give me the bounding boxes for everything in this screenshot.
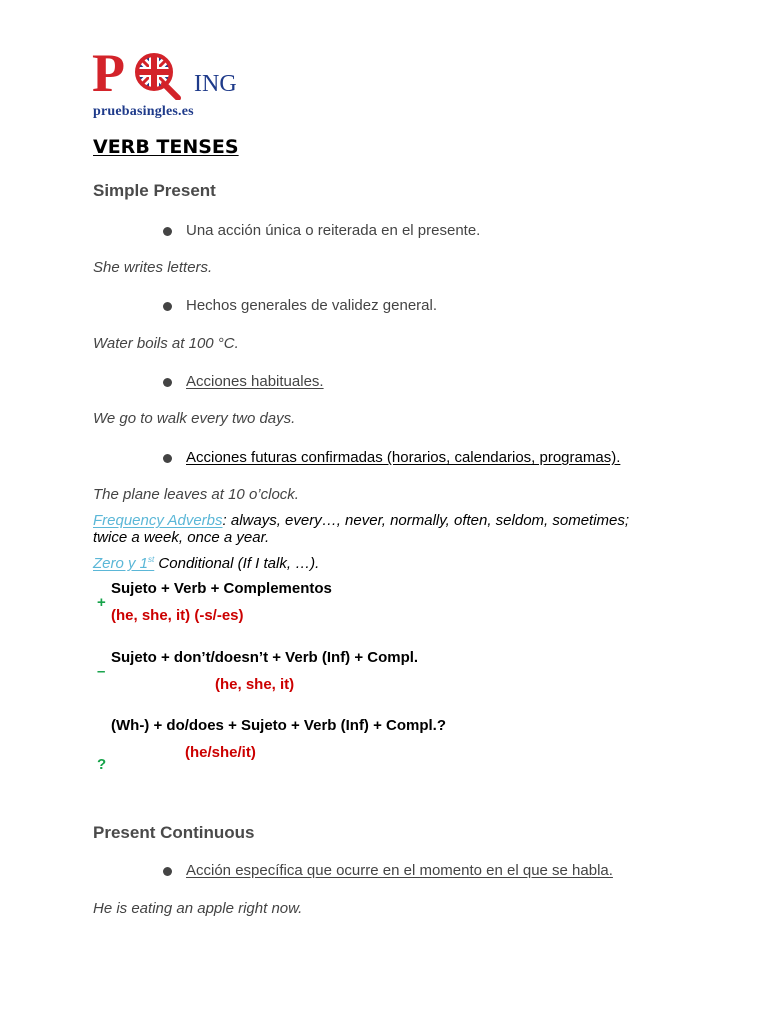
- frequency-adverbs-text: : always, every…, never, normally, often, seldom, sometimes; twice a week, once a year.: [93, 512, 630, 546]
- frequency-adverbs-note: [93, 512, 663, 546]
- bullet-icon: [163, 867, 172, 876]
- example-sentence: Water boils at 100 °C.: [93, 335, 239, 352]
- section-heading-simple-present: Simple Present: [93, 181, 216, 200]
- positive-sign: +: [97, 594, 106, 611]
- question-formula: (Wh-) + do/does + Sujeto + Verb (Inf) + Compl.?: [111, 717, 447, 734]
- page-title: VERB TENSES: [93, 136, 239, 158]
- bullet-link[interactable]: Acción específica que ocurre en el momento en el que se habla.: [186, 862, 613, 879]
- list-item: [163, 222, 480, 239]
- logo: [92, 44, 242, 122]
- negative-note: (he, she, it): [215, 676, 295, 693]
- conditional-note: [93, 555, 319, 572]
- example-sentence: He is eating an apple right now.: [93, 900, 303, 917]
- union-jack-icon: [134, 52, 190, 100]
- section-heading-present-continuous: Present Continuous: [93, 823, 255, 842]
- list-item: [163, 297, 437, 314]
- logo-suffix: ING: [194, 71, 237, 97]
- bullet-icon: [163, 302, 172, 311]
- bullet-text: Hechos generales de validez general.: [186, 297, 437, 314]
- list-item: [163, 862, 613, 879]
- positive-formula: Sujeto + Verb + Complementos: [111, 580, 332, 597]
- conditional-link[interactable]: Zero y 1st: [93, 555, 155, 572]
- question-note: (he/she/it): [185, 744, 256, 761]
- bullet-link[interactable]: Acciones futuras confirmadas (horarios, calendarios, programas).: [186, 449, 621, 466]
- bullet-icon: [163, 454, 172, 463]
- example-sentence: The plane leaves at 10 o’clock.: [93, 486, 299, 503]
- list-item: [163, 449, 620, 466]
- example-sentence: She writes letters.: [93, 259, 213, 276]
- bullet-icon: [163, 227, 172, 236]
- frequency-adverbs-link[interactable]: Frequency Adverbs: [93, 512, 223, 529]
- negative-sign: –: [97, 663, 106, 680]
- example-sentence: We go to walk every two days.: [93, 410, 296, 427]
- bullet-text: Una acción única o reiterada en el presente.: [186, 222, 481, 239]
- logo-initial: P: [92, 43, 125, 103]
- bullet-link[interactable]: Acciones habituales.: [186, 373, 324, 390]
- logo-site: pruebasingles.es: [93, 104, 194, 119]
- list-item: [163, 373, 324, 390]
- question-sign: ?: [97, 756, 107, 773]
- conditional-text: Conditional (If I talk, …).: [154, 555, 320, 572]
- negative-formula: Sujeto + don’t/doesn’t + Verb (Inf) + Compl.: [111, 649, 419, 666]
- bullet-icon: [163, 378, 172, 387]
- positive-note: (he, she, it) (-s/-es): [111, 607, 244, 624]
